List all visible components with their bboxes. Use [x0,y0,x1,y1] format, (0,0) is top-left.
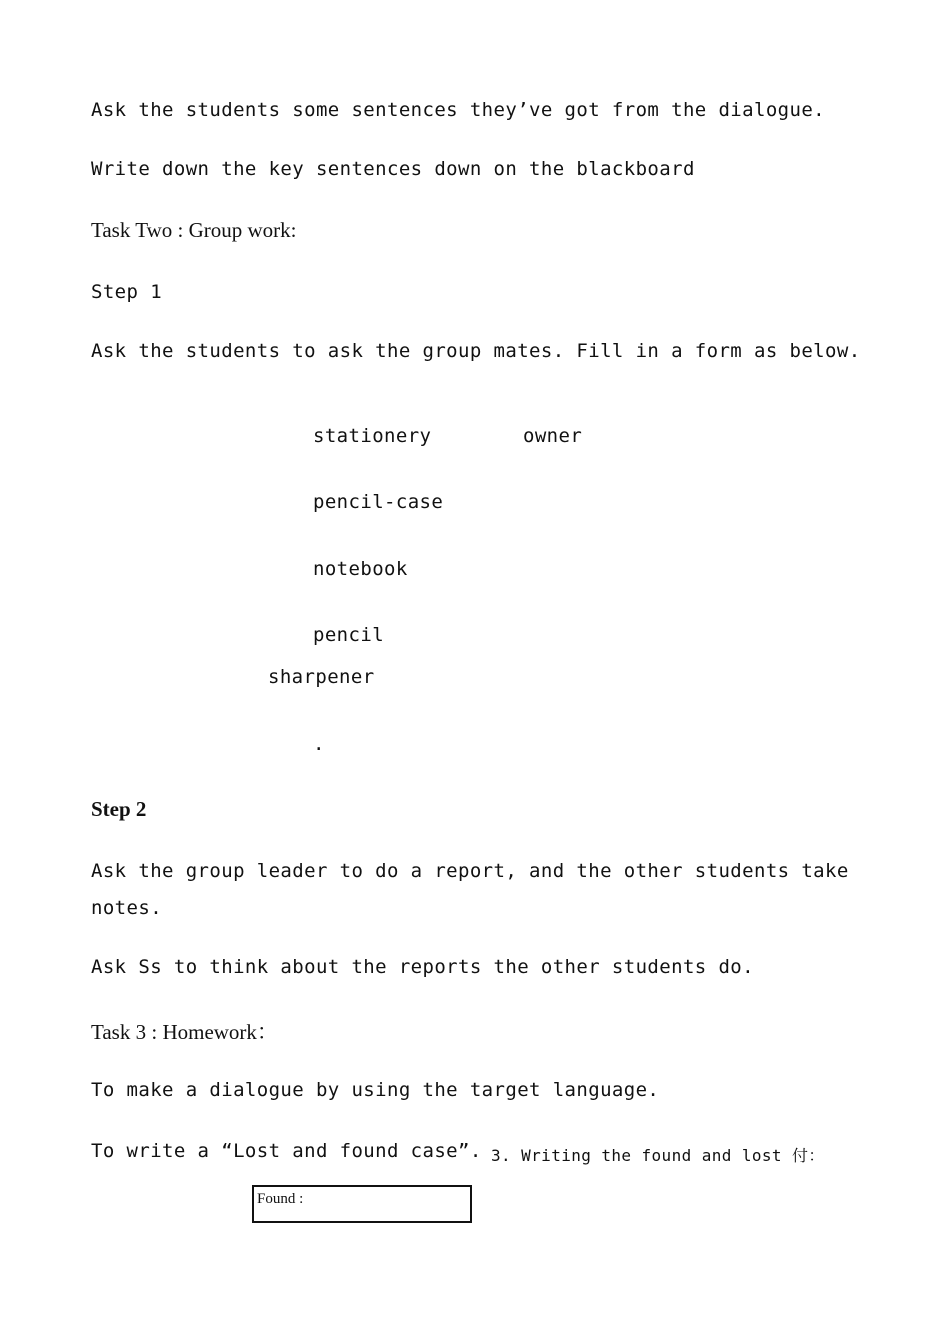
step-2-line-1-continued: notes. [91,897,163,919]
form-dot: . [313,733,325,755]
instruction-line-2: Write down the key sentences down on the blackboard [91,158,695,180]
task-3-line-1: To make a dialogue by using the target language. [91,1079,660,1101]
form-header-owner: owner [523,425,583,447]
step-2-heading: Step 2 [91,797,147,821]
task-two-heading: Task Two : Group work: [91,218,297,242]
task-3-line-2-note: 3. Writing the found and lost 付： [491,1146,825,1165]
step-2-line-1: Ask the group leader to do a report, and the other students take [91,860,849,882]
form-item-pencil-case: pencil-case [313,491,444,513]
task-3-heading: Task 3 : Homework： [91,1020,278,1044]
form-header-stationery: stationery [313,425,432,447]
instruction-line-3: Ask the students to ask the group mates. Fill in a form as below. [91,340,861,362]
step-2-line-2: Ask Ss to think about the reports the other students do. [91,956,754,978]
form-item-pencil: pencil [313,624,385,646]
found-label: Found : [257,1191,304,1207]
step-1-heading: Step 1 [91,281,163,303]
instruction-line-1: Ask the students some sentences they’ve got from the dialogue. [91,99,826,121]
found-notice-box [252,1185,472,1223]
form-item-notebook: notebook [313,558,408,580]
form-item-sharpener: sharpener [268,666,375,688]
task-3-line-2: To write a “Lost and found case”. [91,1140,482,1162]
